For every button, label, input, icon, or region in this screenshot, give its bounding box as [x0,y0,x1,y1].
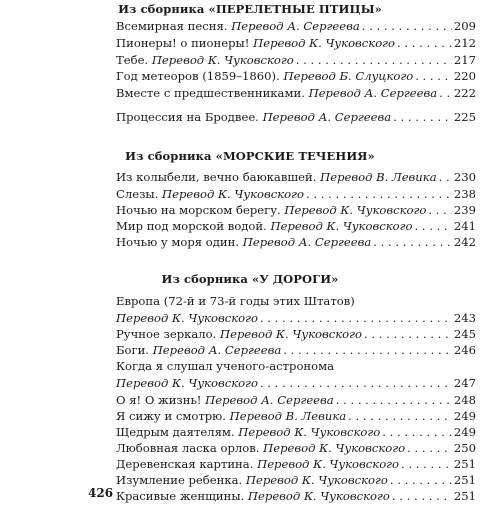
entry-text [116,473,388,487]
dot-leader [348,409,452,423]
dot-leader [414,219,451,233]
entry-translator: Перевод К. Чуковского [257,457,400,471]
entry-translator: Перевод К. Чуковского [263,441,406,455]
dot-leader [439,86,452,100]
entry-text [116,170,437,184]
entry-page-number: 251 [453,457,476,471]
entry-page-number: 250 [453,441,476,455]
entry-page-number: 217 [453,53,476,67]
entry-text [116,489,390,503]
entry-text [116,409,346,423]
entry-translator: Перевод К. Чуковского [116,311,258,325]
entry-text [116,441,405,455]
entry-title: Ручное зеркало. [116,327,217,341]
entry-page-number: 247 [453,376,476,390]
toc-entry [116,170,476,186]
toc-entry [116,376,476,392]
toc-entry [116,219,476,235]
entry-text [116,235,371,249]
dot-leader [439,170,452,184]
entry-text [116,203,426,217]
entry-title: Европа (72-й и 73-й годы этих Штатов) [116,294,355,308]
entry-translator: Перевод А. Сергеева [152,343,282,357]
entry-page-number: 242 [453,235,476,249]
entry-title: Всемирная песня. [116,19,228,33]
toc-entry [116,311,476,327]
entry-text [116,327,362,341]
entry-title: Из колыбели, вечно баюкавшей. [116,170,317,184]
toc-entry [116,359,476,375]
dot-leader [392,489,452,503]
dot-leader [401,457,452,471]
toc-entry [116,457,476,473]
toc-entry [116,441,476,457]
entry-text [116,294,355,308]
entry-translator: Перевод Б. Слуцкого [283,69,414,83]
entry-text [116,36,395,50]
entry-title: Когда я слушал ученого-астронома [116,359,335,373]
entry-title: Я сижу и смотрю. [116,409,226,423]
dot-leader [296,53,452,67]
toc-entry [116,473,476,489]
dot-leader [373,235,452,249]
toc-entry [116,343,476,359]
entry-page-number: 249 [453,425,476,439]
entry-text [116,311,258,325]
toc-entry [116,19,476,35]
entry-translator: Перевод К. Чуковского [245,473,388,487]
entry-page-number: 241 [453,219,476,233]
dot-leader [283,343,452,357]
dot-leader [393,110,452,124]
entry-page-number: 249 [453,409,476,423]
entry-title: Щедрым даятелям. [116,425,235,439]
entry-text [116,343,281,357]
entry-text [116,69,413,83]
dot-leader [260,311,452,325]
toc-entry [116,86,476,102]
entry-page-number: 222 [453,86,476,100]
entry-title: Слезы. [116,187,159,201]
toc-entry [116,425,476,441]
entry-title: О я! О жизнь! [116,393,202,407]
toc-entry [116,409,476,425]
entry-text [116,187,304,201]
entry-translator: Перевод К. Чуковского [151,53,294,67]
entry-text [116,219,412,233]
entry-title: Боги. [116,343,149,357]
entry-page-number: 243 [453,311,476,325]
entry-translator: Перевод К. Чуковского [238,425,381,439]
toc-entry [116,187,476,203]
entry-translator: Перевод К. Чуковского [220,327,362,341]
entry-page-number: 238 [453,187,476,201]
dot-leader [382,425,452,439]
entry-page-number: 239 [453,203,476,217]
entry-text [116,359,334,373]
entry-title: Вместе с предшественниками. [116,86,305,100]
entry-page-number: 251 [453,489,476,503]
toc-entry [116,393,476,409]
entry-text [116,19,360,33]
entry-text [116,86,437,100]
entry-page-number: 212 [453,36,476,50]
entry-translator: Перевод А. Сергеева [205,393,334,407]
entry-title: Ночью на морском берегу. [116,203,281,217]
entry-translator: Перевод К. Чуковского [253,36,396,50]
entry-text [116,457,399,471]
entry-text [116,53,294,67]
entry-translator: Перевод К. Чуковского [270,219,413,233]
entry-title: Процессия на Бродвее. [116,110,259,124]
entry-text [116,425,380,439]
entry-title: Изумление ребенка. [116,473,243,487]
entry-title: Год метеоров (1859–1860). [116,69,280,83]
entry-title: Красивые женщины. [116,489,245,503]
entry-page-number: 220 [453,69,476,83]
section-title-1: Из сборника «ПЕРЕЛЕТНЫЕ ПТИЦЫ» [118,2,382,16]
entry-translator: Перевод А. Сергеева [308,86,438,100]
toc-entry [116,110,476,126]
entry-translator: Перевод К. Чуковского [116,376,258,390]
toc-entry [116,489,476,505]
section-title-3: Из сборника «У ДОРОГИ» [161,272,339,286]
entry-translator: Перевод В. Левика [229,409,347,423]
page-number: 426 [88,486,114,500]
entry-text [116,393,334,407]
dot-leader [260,376,452,390]
entry-title: Пионеры! о пионеры! [116,36,250,50]
dot-leader [336,393,452,407]
toc-entry [116,203,476,219]
dot-leader [306,187,452,201]
entry-translator: Перевод А. Сергеева [242,235,372,249]
entry-title: Деревенская картина. [116,457,254,471]
toc-entry [116,327,476,343]
entry-translator: Перевод А. Сергеева [262,110,392,124]
dot-leader [364,327,452,341]
entry-translator: Перевод К. Чуковского [162,187,304,201]
toc-entry [116,294,476,310]
entry-page-number: 245 [453,327,476,341]
entry-translator: Перевод К. Чуковского [284,203,427,217]
entry-title: Тебе. [116,53,149,67]
dot-leader [397,36,452,50]
toc-entry [116,69,476,85]
toc-entry [116,53,476,69]
entry-translator: Перевод К. Чуковского [247,489,390,503]
entry-title: Мир под морской водой. [116,219,267,233]
entry-page-number: 248 [453,393,476,407]
entry-page-number: 225 [453,110,476,124]
entry-page-number: 209 [453,19,476,33]
entry-translator: Перевод В. Левика [320,170,437,184]
entry-translator: Перевод А. Сергеева [231,19,360,33]
entry-title: Любовная ласка орлов. [116,441,260,455]
entry-text [116,376,258,390]
dot-leader [428,203,452,217]
dot-leader [362,19,452,33]
toc-entry [116,36,476,52]
entry-title: Ночью у моря один. [116,235,240,249]
dot-leader [407,441,452,455]
dot-leader [415,69,452,83]
toc-entry [116,235,476,251]
entry-page-number: 230 [453,170,476,184]
section-title-2: Из сборника «МОРСКИЕ ТЕЧЕНИЯ» [125,149,375,163]
entry-page-number: 246 [453,343,476,357]
entry-text [116,110,391,124]
entry-page-number: 251 [453,473,476,487]
dot-leader [390,473,452,487]
